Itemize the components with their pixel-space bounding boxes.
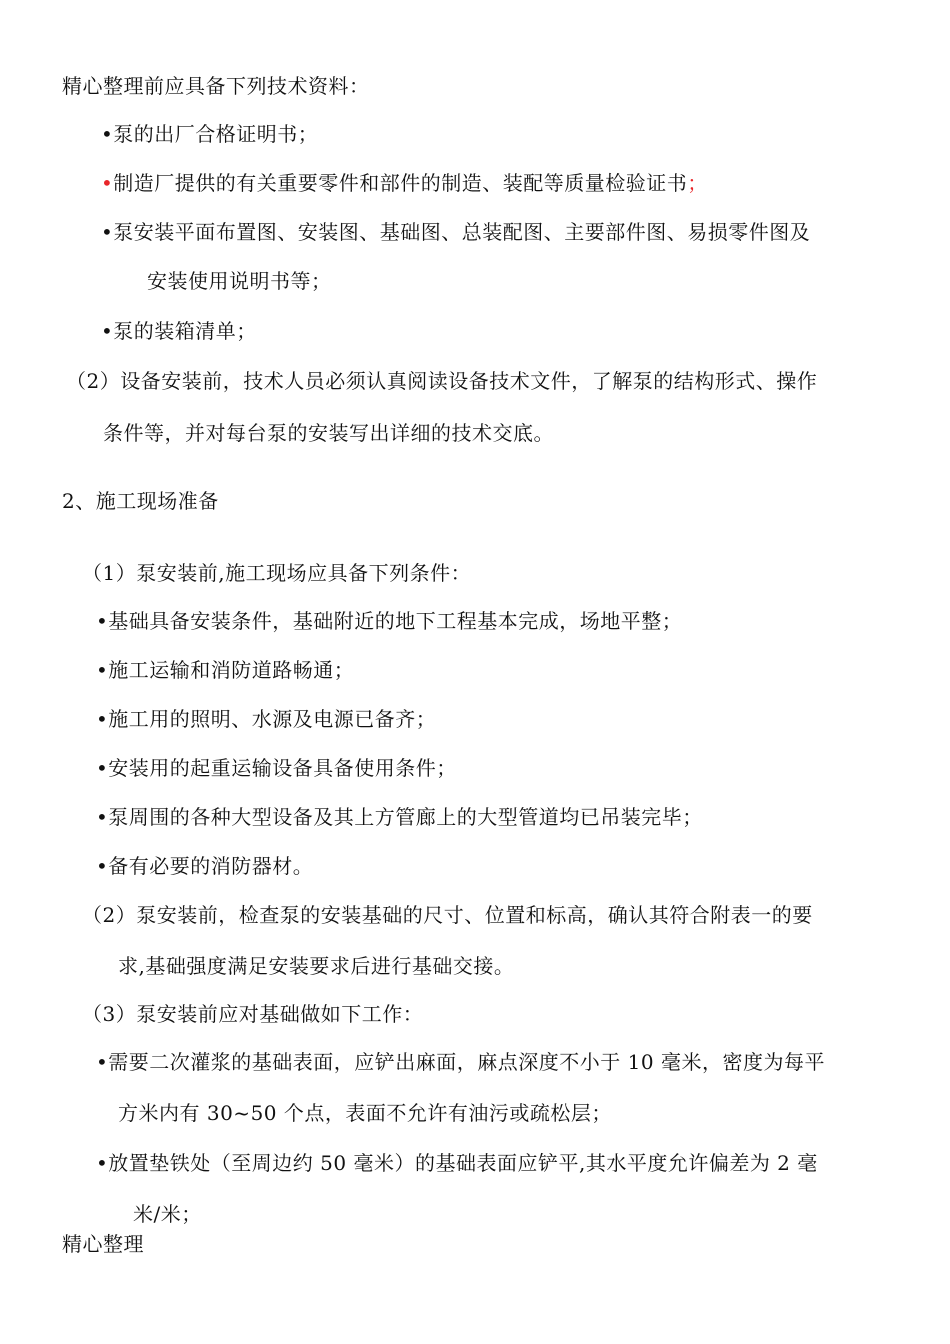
site-condition-lifting: •安装用的起重运输设备具备使用条件；: [96, 756, 457, 780]
work-item1-line1: •需要二次灌浆的基础表面，应铲出麻面，麻点深度不小于 10 毫米，密度为每平: [96, 1050, 825, 1074]
site-item2-line1: （2）泵安装前，检查泵的安装基础的尺寸、位置和标高，确认其符合附表一的要: [82, 903, 813, 927]
para2-line2: 条件等，并对每台泵的安装写出详细的技术交底。: [103, 421, 554, 445]
work-item2-line2: 米/米；: [133, 1202, 202, 1226]
work-item2-line1: •放置垫铁处（至周边约 50 毫米）的基础表面应铲平,其水平度允许偏差为 2 毫: [96, 1151, 818, 1175]
site-condition-foundation: •基础具备安装条件，基础附近的地下工程基本完成，场地平整；: [96, 609, 683, 633]
inspection-text: 制造厂提供的有关重要零件和部件的制造、装配等质量检验证书: [113, 171, 688, 195]
tech-doc-item-inspection: [101, 170, 708, 196]
site-item2-line2: 求,基础强度满足安装要求后进行基础交接。: [118, 954, 515, 978]
para2-line1: （2）设备安装前，技术人员必须认真阅读设备技术文件，了解泵的结构形式、操作: [66, 369, 818, 393]
site-condition-roads: •施工运输和消防道路畅通；: [96, 658, 355, 682]
tech-doc-item-packing-list: •泵的装箱清单；: [101, 319, 257, 343]
site-item1-intro: （1）泵安装前,施工现场应具备下列条件：: [82, 561, 472, 585]
site-condition-utilities: •施工用的照明、水源及电源已备齐；: [96, 707, 437, 731]
site-condition-fire: •备有必要的消防器材。: [96, 854, 314, 878]
intro-line: 精心整理前应具备下列技术资料：: [62, 74, 370, 98]
site-item3-intro: （3）泵安装前应对基础做如下工作：: [82, 1002, 424, 1026]
red-semicolon: ；: [687, 171, 708, 195]
page-footer: 精心整理: [62, 1232, 144, 1256]
tech-doc-item-certificate: •泵的出厂合格证明书；: [101, 122, 319, 146]
tech-doc-item-drawings-line1: •泵安装平面布置图、安装图、基础图、总装配图、主要部件图、易损零件图及: [101, 220, 811, 244]
site-condition-hoisting: •泵周围的各种大型设备及其上方管廊上的大型管道均已吊装完毕；: [96, 805, 703, 829]
section2-heading: 2、施工现场准备: [62, 489, 219, 513]
red-bullet: •: [101, 171, 114, 195]
tech-doc-item-drawings-line2: 安装使用说明书等；: [147, 269, 332, 293]
work-item1-line2: 方米内有 30~50 个点，表面不允许有油污或疏松层；: [118, 1101, 612, 1125]
